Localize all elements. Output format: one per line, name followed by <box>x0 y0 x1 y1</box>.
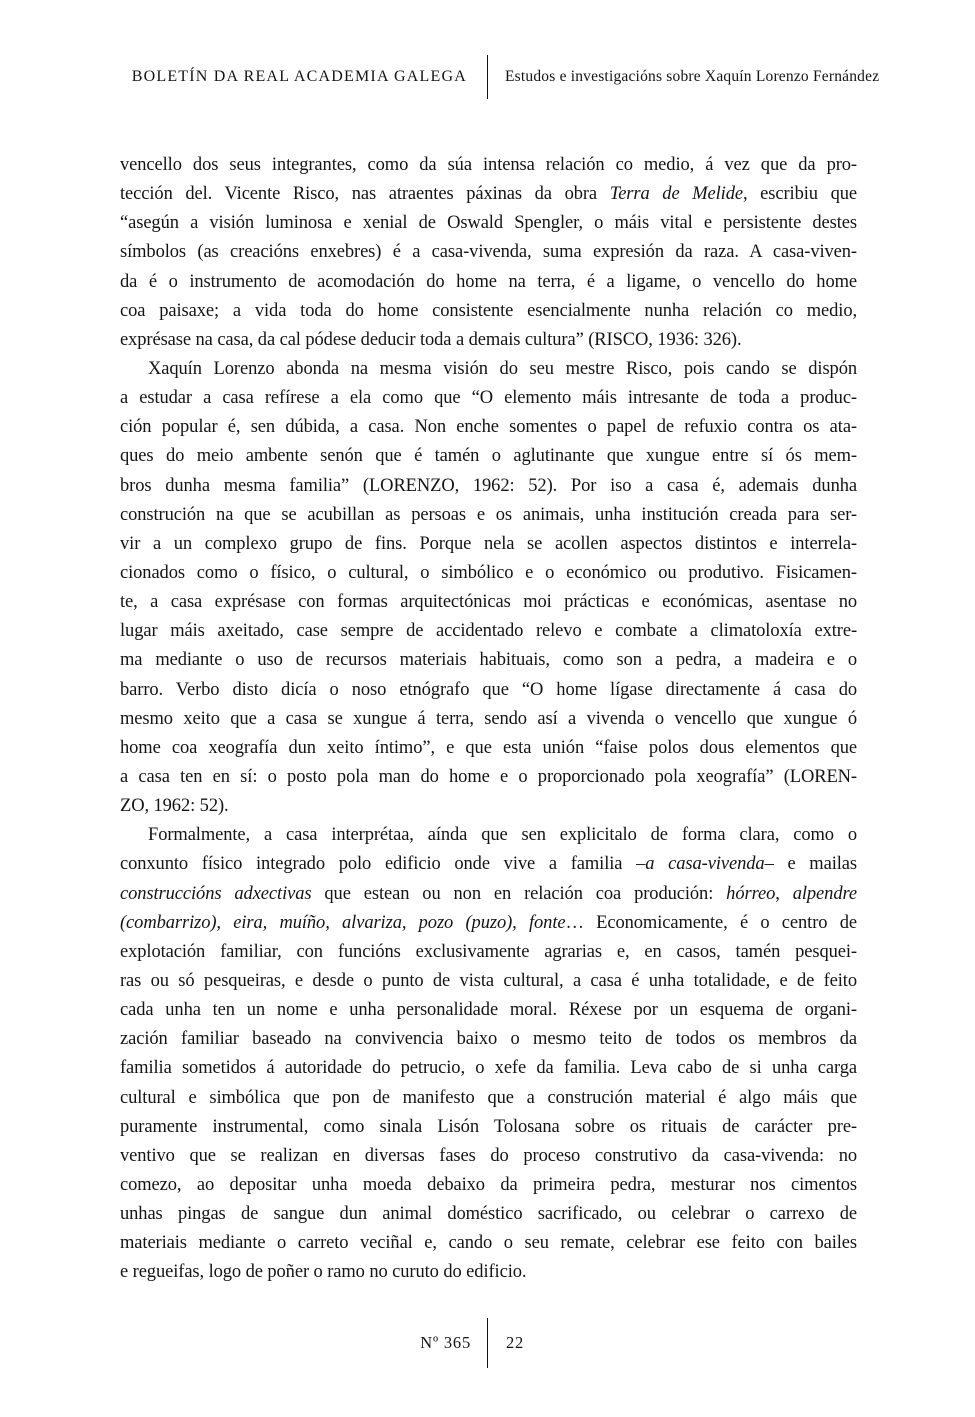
text-segment: ques do meio ambente senón que é tamén o aglutinante que xungue entre sí ós mem- <box>120 446 857 467</box>
italic-text-segment: a casa-vivenda <box>645 854 765 875</box>
text-line <box>120 209 857 238</box>
text-segment: ma mediante o uso de recursos materiais habituais, como son a pedra, a madeira e o <box>120 650 857 671</box>
text-segment: cada unha ten un nome e unha personalidade moral. Réxese por un esquema de organi- <box>120 1000 857 1021</box>
text-segment: cionados como o físico, o cultural, o simbólico e o económico ou produtivo. Fisicamen- <box>120 562 857 583</box>
text-line <box>120 821 857 850</box>
text-segment: te, a casa exprésase con formas arquitectónicas moi prácticas e económicas, asentase no <box>120 592 857 613</box>
text-line <box>120 646 857 675</box>
text-segment: unhas pingas de sangue dun animal doméstico sacrificado, ou celebrar o carrexo de <box>120 1204 857 1225</box>
text-segment: símbolos (as creacións enxebres) é a casa-vivenda, suma expresión da raza. A casa-viven- <box>120 242 857 263</box>
text-line <box>120 326 857 355</box>
italic-text-segment: hórreo <box>726 883 776 904</box>
page-footer <box>0 1318 975 1368</box>
text-line <box>120 792 857 821</box>
text-segment: vir a un complexo grupo de fins. Porque nela se acollen aspectos distintos e interrela- <box>120 533 857 554</box>
text-line <box>120 238 857 267</box>
text-line <box>120 1025 857 1054</box>
page-header <box>0 55 975 99</box>
text-segment: … Economicamente, é o centro de <box>565 912 857 933</box>
text-line <box>120 530 857 559</box>
text-line <box>120 588 857 617</box>
text-segment: construción na que se acubillan as persoas e os animais, unha institución creada para ser- <box>120 504 857 525</box>
text-line <box>120 1113 857 1142</box>
text-segment: “asegún a visión luminosa e xenial de Oswald Spengler, o máis vital e persistente destes <box>120 213 857 234</box>
text-segment: cultural e simbólica que pon de manifesto que a construción material é algo máis que <box>120 1087 857 1108</box>
page-number: 22 <box>506 1333 525 1352</box>
text-line <box>120 1200 857 1229</box>
text-segment: Formalmente, a casa interprétaa, aínda que sen explicitalo de forma clara, como o <box>148 825 857 846</box>
text-segment: mesmo xeito que a casa se xungue á terra, sendo así a vivenda o vencello que xungue ó <box>120 708 857 729</box>
text-segment: lugar máis axeitado, case sempre de accidentado relevo e combate a climatoloxía extre- <box>120 621 857 642</box>
paragraph <box>120 355 857 821</box>
issue-number: Nº 365 <box>420 1333 471 1352</box>
text-line <box>120 676 857 705</box>
text-line <box>120 909 857 938</box>
paragraph <box>120 821 857 1287</box>
article-title: Estudos e investigacións sobre Xaquín Lorenzo Fernández <box>505 68 880 85</box>
text-segment: puramente instrumental, como sinala Lisón Tolosana sobre os rituais de carácter pre- <box>120 1116 857 1137</box>
text-line <box>120 472 857 501</box>
italic-text-segment: alpendre <box>792 883 857 904</box>
text-line <box>120 1084 857 1113</box>
text-line <box>120 151 857 180</box>
text-line <box>120 355 857 384</box>
text-segment: barro. Verbo disto dicía o noso etnógrafo que “O home lígase directamente á casa do <box>120 679 857 700</box>
text-segment: familia sometidos á autoridade do petrucio, o xefe da familia. Leva cabo de si unha carga <box>120 1058 857 1079</box>
text-line <box>120 297 857 326</box>
paragraph <box>120 151 857 355</box>
text-line <box>120 967 857 996</box>
text-segment: – e mailas <box>764 854 857 875</box>
text-segment: Xaquín Lorenzo abonda na mesma visión do seu mestre Risco, pois cando se dispón <box>148 358 857 379</box>
text-line <box>120 268 857 297</box>
text-line <box>120 384 857 413</box>
text-line <box>120 1054 857 1083</box>
text-line <box>120 880 857 909</box>
text-segment: materiais mediante o carreto veciñal e, cando o seu remate, celebrar ese feito con bailes <box>120 1233 857 1254</box>
text-line <box>120 617 857 646</box>
italic-text-segment: construccións adxectivas <box>120 883 312 904</box>
text-line <box>120 1229 857 1258</box>
text-line <box>120 1142 857 1171</box>
text-segment: da é o instrumento de acomodación do home na terra, é a ligame, o vencello do home <box>120 271 857 292</box>
text-segment: ZO, 1962: 52). <box>120 796 229 817</box>
text-segment: , escribiu que <box>742 184 857 205</box>
text-line <box>120 442 857 471</box>
page-body <box>120 151 857 1287</box>
text-line <box>120 996 857 1025</box>
text-segment: conxunto físico integrado polo edificio onde vive a familia – <box>120 854 646 875</box>
text-line <box>120 1258 857 1287</box>
text-segment: ras ou só pesqueiras, e desde o punto de vista cultural, a casa é unha totalidade, e de feito <box>120 970 857 991</box>
text-segment: explotación familiar, con funcións exclusivamente agrarias e, en casos, tamén pesquei- <box>120 941 857 962</box>
text-segment: ción popular é, sen dúbida, a casa. Non enche somentes o papel de refuxio contra os ata- <box>120 417 857 438</box>
italic-text-segment: Terra de Melide <box>609 184 743 205</box>
text-segment: home coa xeografía dun xeito íntimo”, e que esta unión “faise polos dous elementos que <box>120 737 857 758</box>
text-segment: , <box>775 883 793 904</box>
text-segment: comezo, ao depositar unha moeda debaixo da primeira pedra, mesturar nos cimentos <box>120 1174 857 1195</box>
text-segment: zación familiar baseado na convivencia baixo o mesmo teito de todos os membros da <box>120 1029 857 1050</box>
text-line <box>120 938 857 967</box>
italic-text-segment: (combarrizo), eira, muíño, alvariza, pozo (puzo), fonte <box>120 912 566 933</box>
text-line <box>120 501 857 530</box>
text-line <box>120 180 857 209</box>
text-segment: vencello dos seus integrantes, como da súa intensa relación co medio, á vez que da pro- <box>120 155 857 175</box>
journal-title: BOLETÍN DA REAL ACADEMIA GALEGA <box>131 68 467 85</box>
text-line <box>120 1171 857 1200</box>
text-segment: e regueifas, logo de poñer o ramo no curuto do edificio. <box>120 1262 527 1283</box>
text-line <box>120 705 857 734</box>
text-line <box>120 413 857 442</box>
text-segment: a estudar a casa refírese a ela como que “O elemento máis intresante de toda a produc- <box>120 388 857 409</box>
text-segment: coa paisaxe; a vida toda do home consistente esencialmente nunha relación co medio, <box>120 300 857 321</box>
text-segment: bros dunha mesma familia” (LORENZO, 1962: 52). Por iso a casa é, ademais dunha <box>120 475 857 496</box>
text-line <box>120 734 857 763</box>
text-segment: a casa ten en sí: o posto pola man do home e o proporcionado pola xeografía” (LOREN- <box>120 766 857 787</box>
text-segment: ventivo que se realizan en diversas fases do proceso construtivo da casa-vivenda: no <box>120 1145 857 1166</box>
text-line <box>120 763 857 792</box>
text-segment: tección del. Vicente Risco, nas atraentes páxinas da obra <box>120 184 610 205</box>
text-line <box>120 559 857 588</box>
text-segment: exprésase na casa, da cal pódese deducir toda a demais cultura” (RISCO, 1936: 326). <box>120 329 742 350</box>
text-segment: que estean ou non en relación coa produción: <box>311 883 727 904</box>
text-line <box>120 850 857 879</box>
